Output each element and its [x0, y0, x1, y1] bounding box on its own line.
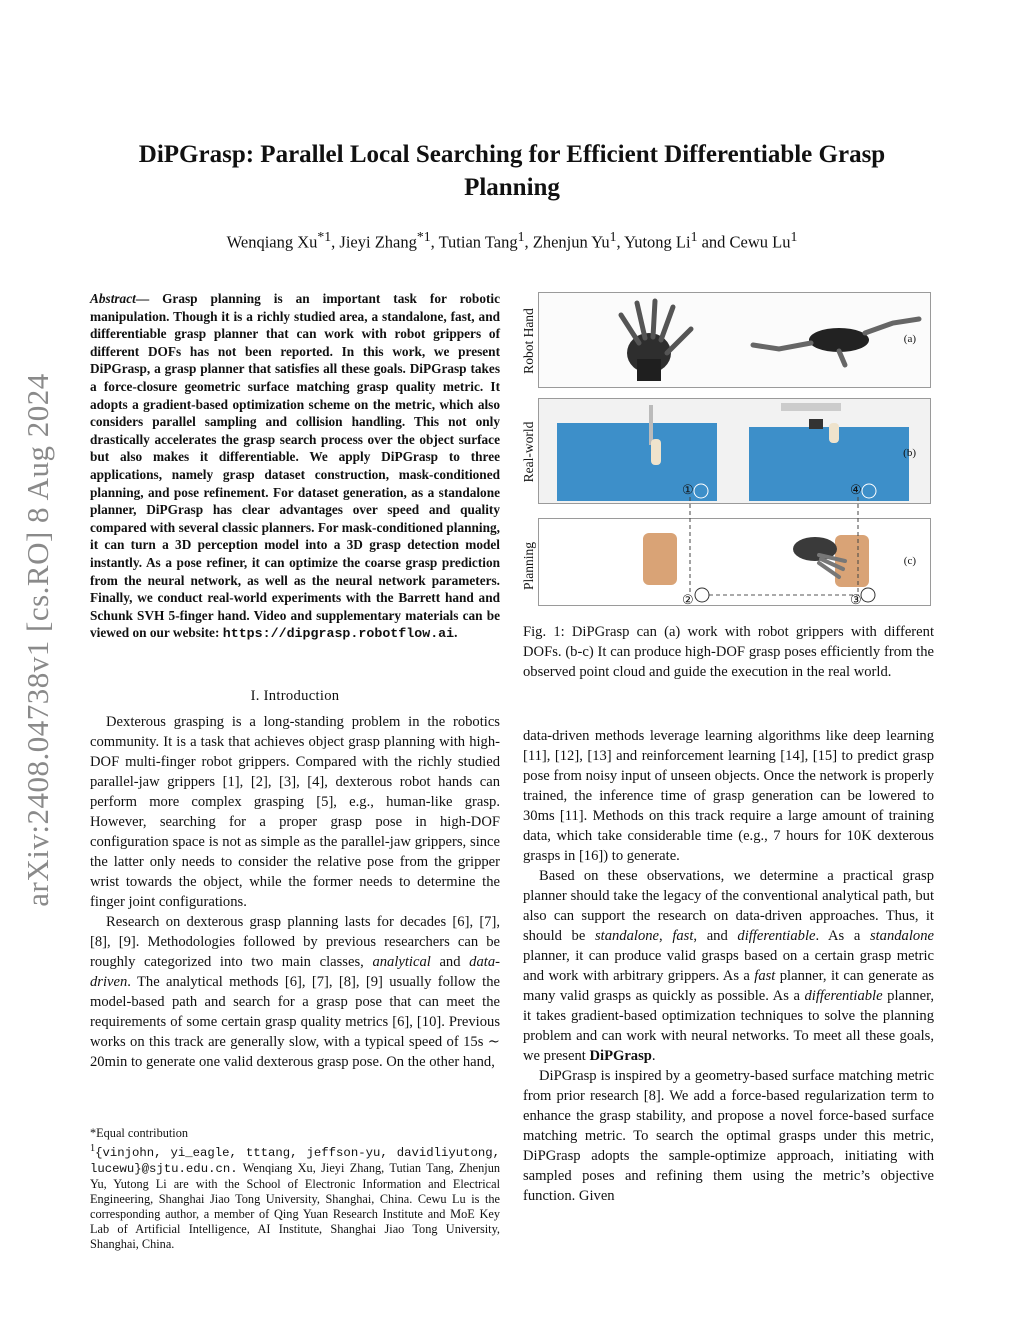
author-list: Wenqiang Xu$^{*1}$, Jieyi Zhang$^{*1}$, Tutian Tang$^1$, Zhenjun Yu$^1$, Yutong Li$^1$ and Cewu Lu$^1$: [226, 229, 798, 252]
arxiv-stamp: arXiv:2408.04738v1 [cs.RO] 8 Aug 2024: [20, 373, 55, 907]
abstract: Abstract— Grasp planning is an important task for robotic manipulation. Though it is a richly studied area, a standalone, fast, and differentiable grasp planner that can work with robot grippers of different DOFs has not been reported. In this work, we present DiPGrasp, a grasp planner that satisfies all these goals. DiPGrasp takes a force-closure geometric surface matching grasp quality metric. It adopts a gradient-based optimization scheme on the metric, which also considers parallel sampling and collision handling. This not only drastically accelerates the grasp search process over the object surface but also makes it differentiable. We apply DiPGrasp to three applications, namely grasp dataset construction, mask-conditioned planning, and pose refinement. For dataset generation, as a standalone planner, DiPGrasp has clear advantages over speed and quality compared with several classic planners. For mask-conditioned planning, it can turn a 3D perception model into a 3D grasp detection model instantly. As a pose refiner, it can optimize the coarse grasp prediction from the neural network, as well as the neural network parameters. Finally, we conduct real-world experiments with the Barrett hand and Schunk SVH 5-finger hand. Video and supplementary materials can be viewed on our website: https://dipgrasp.robotflow.ai.: [90, 291, 500, 642]
footnote-emails: {vinjohn, yi_eagle, tttang, jeffson-yu, davidliyutong, lucewu}@sjtu.edu.cn.: [90, 1146, 500, 1177]
body-paragraph: Based on these observations, we determine a practical grasp planner should take the legacy of the conventional analytical path, but also can support the research on data-driven approaches. Thus, it should be standalone, fast, and differentiable. As a standalone planner, it can produce valid grasps based on a certain grasp metric and work with arbitrary grippers. As a fast planner, it can generate as many valid grasps as quickly as possible. As a differentiable planner, it takes gradient-based optimization techniques to solve the planning problem and can work with neural networks. To meet all these goals, we present DiPGrasp.: [523, 868, 935, 1064]
panel-robot-hand: Robot Hand (a): [538, 292, 931, 388]
website-link[interactable]: https://dipgrasp.robotflow.ai: [222, 626, 455, 642]
right-column-text: [523, 726, 934, 1206]
marker-3: ③: [850, 592, 862, 607]
author-name: Jieyi Zhang: [339, 232, 417, 252]
marker-2: ②: [682, 592, 694, 607]
marker-1: ①: [682, 482, 694, 497]
footnote: *Equal contribution $^1${vinjohn, yi_eagle, tttang, jeffson-yu, davidliyutong, lucewu}@sjtu.edu.cn. Wenqiang Xu, Jieyi Zhang, Tutian Tang, Zhenjun Yu, Yutong Li are with the School of Electronic Information and Electrical Engineering, Shanghai Jiao Tong University, Shanghai, China. Cewu Lu is the corresponding author, a member of Qing Yuan Research Institute and MoE Key Lab of Artificial Intelligence, AI Institute, Shanghai Jiao Tong University, Shanghai, China.: [90, 1126, 500, 1252]
introduction-section: [90, 686, 500, 1072]
figure-caption: Fig. 1: DiPGrasp can (a) work with robot grippers with different DOFs. (b-c) It can produce high-DOF grasp poses efficiently from the observed point cloud and guide the execution in the real world.: [523, 624, 934, 680]
author-name: Yutong Li: [624, 232, 691, 252]
author-name: Tutian Tang: [438, 232, 518, 252]
paper-title: DiPGrasp: Parallel Local Searching for Efficient Differentiable Grasp Planning: [138, 141, 886, 201]
figure-1: [523, 292, 934, 612]
panel-planning: Planning (c): [538, 518, 931, 606]
author-name: Wenqiang Xu: [226, 232, 318, 252]
panel-real-world: Real-world (b): [538, 398, 931, 504]
body-paragraph: DiPGrasp is inspired by a geometry-based surface matching metric from prior research [8]. We add a force-based regularization term to enhance the grasp stability, and propose a novel force-based surface matching metric. To search the optimal grasps under this metric, DiPGrasp adopts the sample-optimize approach, initiating with sampled poses and refining them using the metric’s objective function. Given: [523, 1068, 934, 1204]
footnote-equal: *Equal contribution: [90, 1126, 189, 1140]
dashed-arrows: [523, 292, 934, 612]
section-heading: I. Introduction: [250, 688, 340, 704]
author-name: Cewu Lu: [729, 232, 791, 252]
footnote-affiliation: Wenqiang Xu, Jieyi Zhang, Tutian Tang, Zhenjun Yu, Yutong Li are with the School of Electronic Information and Electrical Engineering, Shanghai Jiao Tong University, Shanghai, China. Cewu Lu is the corresponding author, a member of Qing Yuan Research Institute and MoE Key Lab of Artificial Intelligence, AI Institute, Shanghai Jiao Tong University, Shanghai, China.: [90, 1161, 500, 1252]
intro-paragraph: Dexterous grasping is a long-standing problem in the robotics community. It is a task that achieves object grasp planning with high-DOF multi-finger robot grippers. Compared with the richly studied parallel-jaw grippers [1], [2], [3], [4], dexterous robot hands can perform more complex grasping [5], e.g., human-like grasp. However, searching for a proper grasp pose in high-DOF configuration space is not as simple as the parallel-jaw grippers, since the latter only needs to consider the relative pose from the gripper wrist towards the object, while the former needs to determine the finger joint configurations.: [90, 714, 500, 910]
body-paragraph: data-driven methods leverage learning algorithms like deep learning [11], [12], [13] and reinforcement learning [14], [15] to predict grasp pose from noisy input of unseen objects. Once the network is properly trained, the inference time of grasp generation can be lowered to 30ms [11]. Methods on this track require a large amount of training data, which take considerable time (e.g., 7 hours for 10K dexterous grasps in [16]) to generate.: [523, 728, 934, 864]
abstract-body: Grasp planning is an important task for robotic manipulation. Though it is a richly studied area, a standalone, fast, and differentiable grasp planner that can work with robot grippers of different DOFs has not been reported. In this work, we present DiPGrasp, a grasp planner that satisfies all these goals. DiPGrasp takes a force-closure geometric surface matching grasp quality metric. It adopts a gradient-based optimization scheme on the metric, which also considers parallel sampling and collision handling. This not only drastically accelerates the grasp search process over the object surface but also makes it differentiable. We apply DiPGrasp to three applications, namely grasp dataset construction, mask-conditioned planning, and pose refinement. For dataset generation, as a standalone planner, DiPGrasp has clear advantages over speed and quality compared with several classic planners. For mask-conditioned planning, it can turn a 3D perception model into a 3D grasp detection model instantly. As a pose refiner, it can optimize the coarse grasp prediction from the neural network, as well as the neural network parameters. Finally, we conduct real-world experiments with the Barrett hand and Schunk SVH 5-finger hand. Video and supplementary materials can be viewed on our website:: [90, 291, 500, 641]
intro-paragraph: Research on dexterous grasp planning lasts for decades [6], [7], [8], [9]. Methodologies followed by previous researchers can be roughly categorized into two main classes, analytical and data-driven. The analytical methods [6], [7], [8], [9] usually follow the model-based path and search for a grasp pose that can meet the requirements of some certain grasp quality metrics [6], [10]. Previous works on this track are generally slow, with a typical speed of 15s ∼ 20min to generate one valid dexterous grasp pose. On the other hand,: [90, 914, 500, 1070]
marker-4: ④: [850, 482, 862, 497]
abstract-lead: Abstract: [90, 291, 136, 306]
author-name: Zhenjun Yu: [532, 232, 610, 252]
